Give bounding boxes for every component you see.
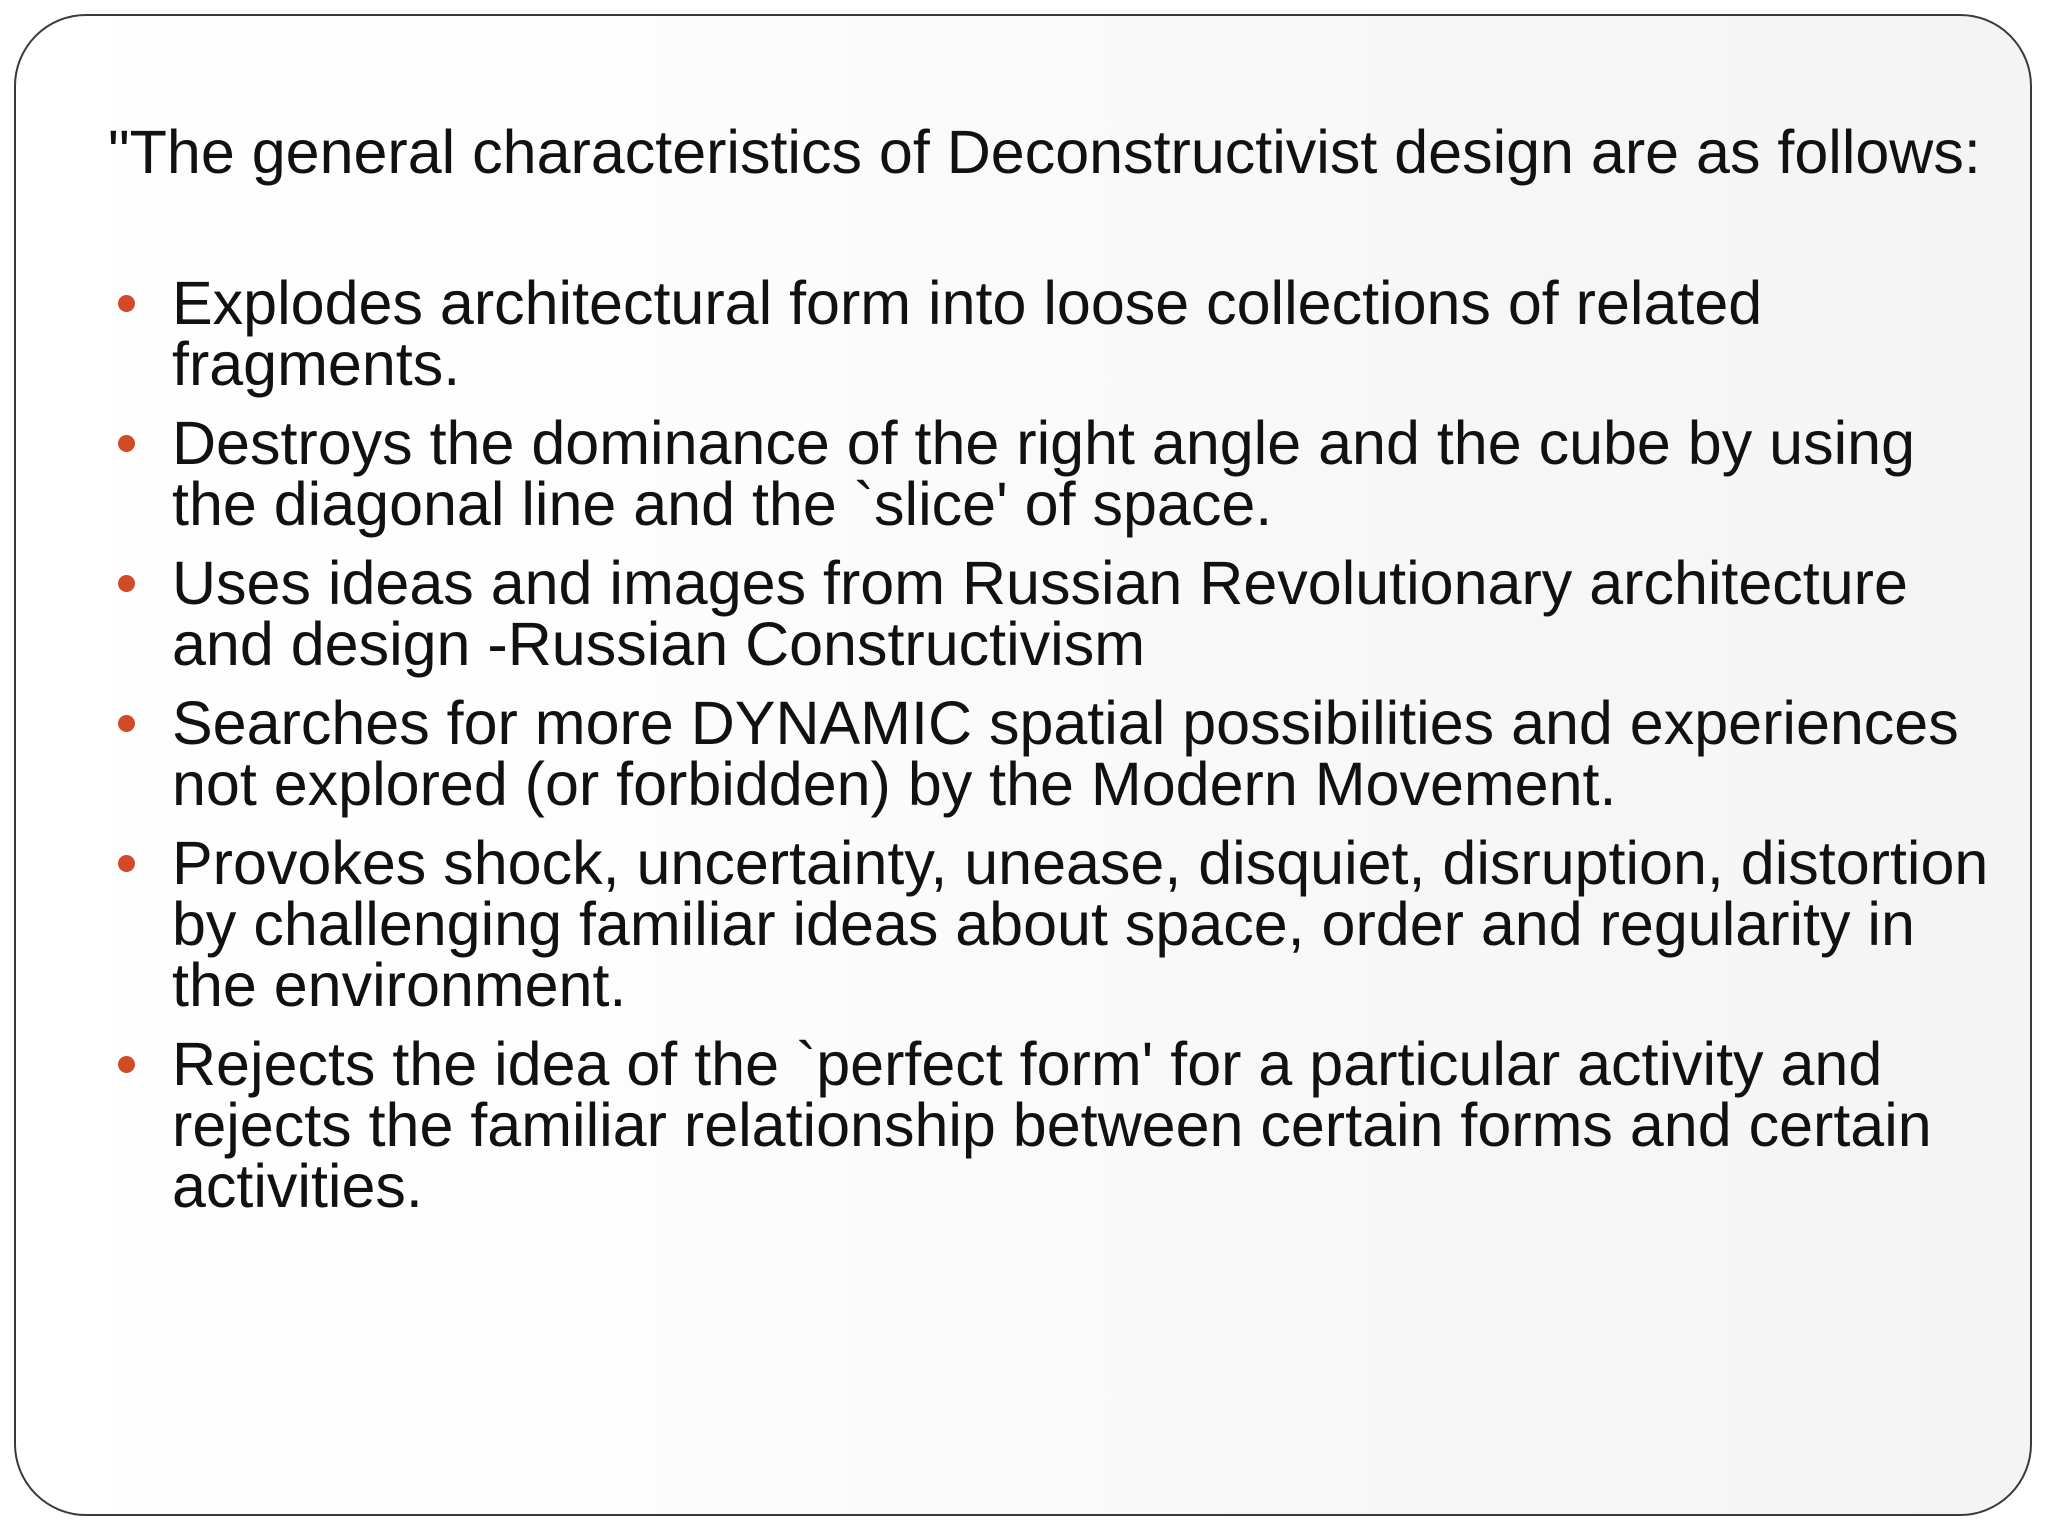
bullet-item	[94, 409, 2032, 538]
slide	[14, 14, 2032, 1516]
bullet-line: not explored (or forbidden) by the Modern Movement.	[172, 750, 1617, 818]
bullet-item	[94, 689, 2032, 818]
slide-content	[94, 118, 2032, 1235]
bullet-line: the environment.	[172, 951, 627, 1019]
bullet-item	[94, 549, 2032, 678]
bullet-dot-icon	[118, 1056, 135, 1073]
bullet-line: Uses ideas and images from Russian Revolutionary architecture	[172, 549, 1908, 617]
bullet-line: and design -Russian Constructivism	[172, 610, 1146, 678]
bullet-dot-icon	[118, 295, 135, 312]
bullet-line: activities.	[172, 1152, 423, 1220]
bullet-line: Rejects the idea of the `perfect form' for a particular activity and	[172, 1030, 1883, 1098]
bullet-item	[94, 1030, 2032, 1220]
bullet-line: Explodes architectural form into loose collections of related	[172, 269, 1763, 337]
bullet-line: the diagonal line and the `slice' of space.	[172, 470, 1273, 538]
intro-text: "The general characteristics of Deconstructivist design are as follows:	[108, 118, 1981, 186]
bullet-list	[94, 269, 2032, 1220]
bullet-dot-icon	[118, 715, 135, 732]
bullet-line: Searches for more DYNAMIC spatial possibilities and experiences	[172, 689, 1959, 757]
bullet-line: fragments.	[172, 330, 461, 398]
bullet-item	[94, 829, 2032, 1019]
bullet-item	[94, 269, 2032, 398]
bullet-dot-icon	[118, 855, 135, 872]
bullet-line: by challenging familiar ideas about space, order and regularity in	[172, 890, 1915, 958]
bullet-line: Destroys the dominance of the right angle and the cube by using	[172, 409, 1915, 477]
bullet-dot-icon	[118, 575, 135, 592]
bullet-line: Provokes shock, uncertainty, unease, disquiet, disruption, distortion	[172, 829, 1989, 897]
bullet-dot-icon	[118, 435, 135, 452]
bullet-line: rejects the familiar relationship between certain forms and certain	[172, 1091, 1932, 1159]
